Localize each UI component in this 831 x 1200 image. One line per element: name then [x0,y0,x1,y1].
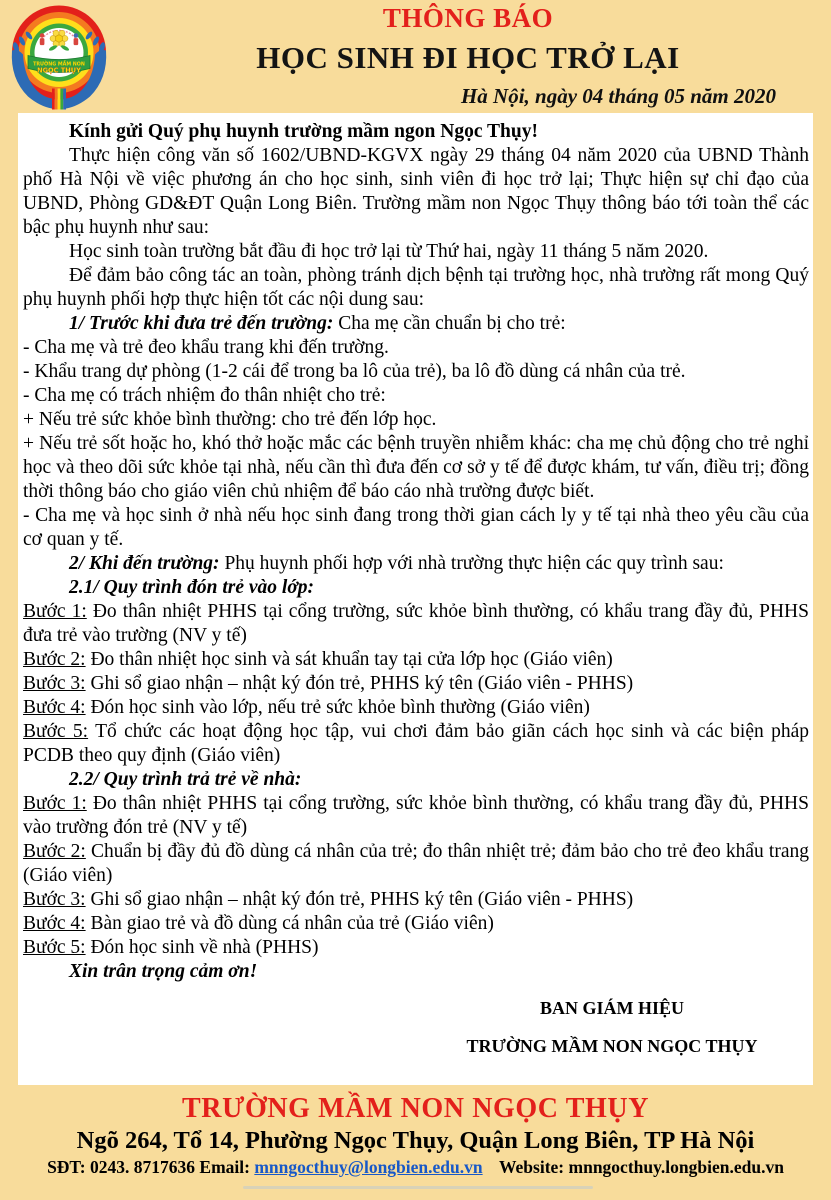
paragraph-text: Ghi sổ giao nhận – nhật ký đón trẻ, PHHS ký tên (Giáo viên - PHHS) [85,889,634,910]
paragraph-lead: Bước 4: [23,913,86,934]
notice-subtitle: HỌC SINH ĐI HỌC TRỞ LẠI [256,40,680,75]
body-paragraph [23,120,809,144]
paragraph-lead: Bước 3: [23,889,86,910]
paragraph-text: - Khẩu trang dự phòng (1-2 cái để trong ba lô của trẻ), ba lô đồ dùng cá nhân của trẻ. [23,361,686,382]
body-paragraph [23,840,809,888]
paragraph-text: Tổ chức các hoạt động học tập, vui chơi đảm bảo giãn cách học sinh và các biện pháp PCDB theo quy định (Giáo viên) [23,721,810,766]
body-paragraph [23,936,809,960]
email-label: Email: [199,1157,250,1177]
footer-address: Ngõ 264, Tổ 14, Phường Ngọc Thụy, Quận Long Biên, TP Hà Nội [76,1127,755,1154]
paragraph-text: Chuẩn bị đầy đủ đồ dùng cá nhân của trẻ; đo thân nhiệt trẻ; đảm bảo cho trẻ đeo khẩu trang (Giáo viên) [23,841,809,886]
paragraph-text: Đón học sinh vào lớp, nếu trẻ sức khỏe bình thường (Giáo viên) [85,697,590,718]
paragraph-text: - Cha mẹ có trách nhiệm đo thân nhiệt cho trẻ: [23,385,386,406]
body-paragraph [23,888,809,912]
body-paragraph [23,648,809,672]
website-url: mnngocthuy.longbien.edu.vn [568,1157,784,1177]
paragraph-text: - Cha mẹ và trẻ đeo khẩu trang khi đến trường. [23,337,389,358]
logo-school-name: NGỌC THỤY [37,66,81,75]
bottom-strip [243,1186,593,1189]
paragraph-text: Cha mẹ cần chuẩn bị cho trẻ: [333,313,566,334]
body-paragraph [23,792,809,840]
paragraph-text: Học sinh toàn trường bắt đầu đi học trở lại từ Thứ hai, ngày 11 tháng 5 năm 2020. [69,241,709,262]
body-paragraph [23,720,809,768]
body-paragraph [23,504,809,552]
body-paragraph [23,768,809,792]
body-paragraph [23,672,809,696]
paragraph-lead: Bước 3: [23,673,86,694]
paragraph-lead: 2.2/ Quy trình trả trẻ về nhà: [69,769,302,790]
signature-role: BAN GIÁM HIỆU [539,998,684,1018]
body-paragraph [23,312,809,336]
paragraph-lead: 2/ Khi đến trường: [69,553,220,574]
notice-title: THÔNG BÁO [382,3,554,33]
paragraph-lead: Bước 1: [23,601,87,622]
paragraph-text: - Cha mẹ và học sinh ở nhà nếu học sinh đang trong thời gian cách ly y tế tại nhà theo yêu cầu của cơ quan y tế. [23,505,809,550]
paragraph-lead: Bước 1: [23,793,87,814]
paragraph-lead: Bước 5: [23,937,86,958]
body-paragraph [23,336,809,360]
paragraph-lead: Bước 4: [23,697,86,718]
paragraph-lead: Bước 2: [23,841,86,862]
content-panel [18,113,813,1085]
notice-header [0,0,831,113]
body-paragraph [23,384,809,408]
logo-school-type: TRƯỜNG MẦM NON [33,62,85,68]
body-paragraph [23,552,809,576]
paragraph-text: Để đảm bảo công tác an toàn, phòng tránh dịch bệnh tại trường học, nhà trường rất mong Quý phụ huynh phối hợp thực hiện tốt các nội dung sau: [23,265,809,310]
phone-number: 0243. 8717636 [90,1157,196,1177]
paragraph-text: Đo thân nhiệt PHHS tại cổng trường, sức khỏe bình thường, có khẩu trang đầy đủ, PHHS vào trường đón trẻ (NV y tế) [23,793,809,838]
paragraph-text: Thực hiện công văn số 1602/UBND-KGVX ngày 29 tháng 04 năm 2020 của UBND Thành phố Hà Nội về việc phương án cho học sinh, sinh viên đi học trở lại; Thực hiện sự chỉ đạo của UBND, Phòng GD&ĐT Quận Long Biên. Trường mầm non Ngọc Thụy thông báo tới toàn thể các bậc phụ huynh như sau: [23,145,809,238]
signature-school: TRƯỜNG MẦM NON NGỌC THỤY [466,1036,758,1056]
paragraph-text: Đón học sinh về nhà (PHHS) [85,937,319,958]
body-paragraphs [23,120,809,984]
date-line: Hà Nội, ngày 04 tháng 05 năm 2020 [460,84,776,108]
paragraph-lead: Bước 2: [23,649,86,670]
paragraph-lead: 2.1/ Quy trình đón trẻ vào lớp: [69,577,315,598]
body-paragraph [23,264,809,312]
footer [0,1085,831,1178]
email-link[interactable]: mnngocthuy@longbien.edu.vn [254,1157,483,1177]
paragraph-text: + Nếu trẻ sức khỏe bình thường: cho trẻ đến lớp học. [23,409,437,430]
website-label: Website: [499,1157,565,1177]
header-titles [105,0,831,109]
paragraph-text: Kính gửi Quý phụ huynh trường mầm ngon Ngọc Thụy! [69,121,538,142]
paragraph-lead: 1/ Trước khi đưa trẻ đến trường: [69,313,334,334]
footer-school-name: TRƯỜNG MẦM NON NGỌC THỤY [181,1093,650,1124]
body-paragraph [23,240,809,264]
body-paragraph [23,432,809,504]
body-paragraph [23,696,809,720]
body-paragraph [23,576,809,600]
paragraph-text: Phụ huynh phối hợp với nhà trường thực hiện các quy trình sau: [219,553,724,574]
body-paragraph [23,912,809,936]
footer-contact [0,1157,831,1178]
paragraph-text: Ghi sổ giao nhận – nhật ký đón trẻ, PHHS ký tên (Giáo viên - PHHS) [85,673,634,694]
paragraph-text: + Nếu trẻ sốt hoặc ho, khó thở hoặc mắc các bệnh truyền nhiễm khác: cha mẹ chủ động cho trẻ nghỉ học và theo dõi sức khỏe tại nhà, nếu cần thì đưa đến cơ sở y tế để được khám, tư vấn, điều trị; đồng thời thông báo cho giáo viên chủ nhiệm để báo cáo nhà trường được biết. [23,433,809,502]
body-paragraph [23,408,809,432]
paragraph-lead: Bước 5: [23,721,89,742]
phone-label: SĐT: [47,1157,86,1177]
body-paragraph [23,360,809,384]
school-logo-icon [8,4,110,113]
paragraph-text: Đo thân nhiệt PHHS tại cổng trường, sức khỏe bình thường, có khẩu trang đầy đủ, PHHS đưa trẻ vào trường (NV y tế) [23,601,809,646]
body-paragraph [23,600,809,648]
signature-block [447,996,777,1058]
paragraph-text: Xin trân trọng cảm ơn! [69,961,258,982]
paragraph-text: Bàn giao trẻ và đồ dùng cá nhân của trẻ (Giáo viên) [85,913,494,934]
school-logo [8,4,110,113]
paragraph-text: Đo thân nhiệt học sinh và sát khuẩn tay tại cửa lớp học (Giáo viên) [85,649,613,670]
body-paragraph [23,144,809,240]
body-paragraph [23,960,809,984]
